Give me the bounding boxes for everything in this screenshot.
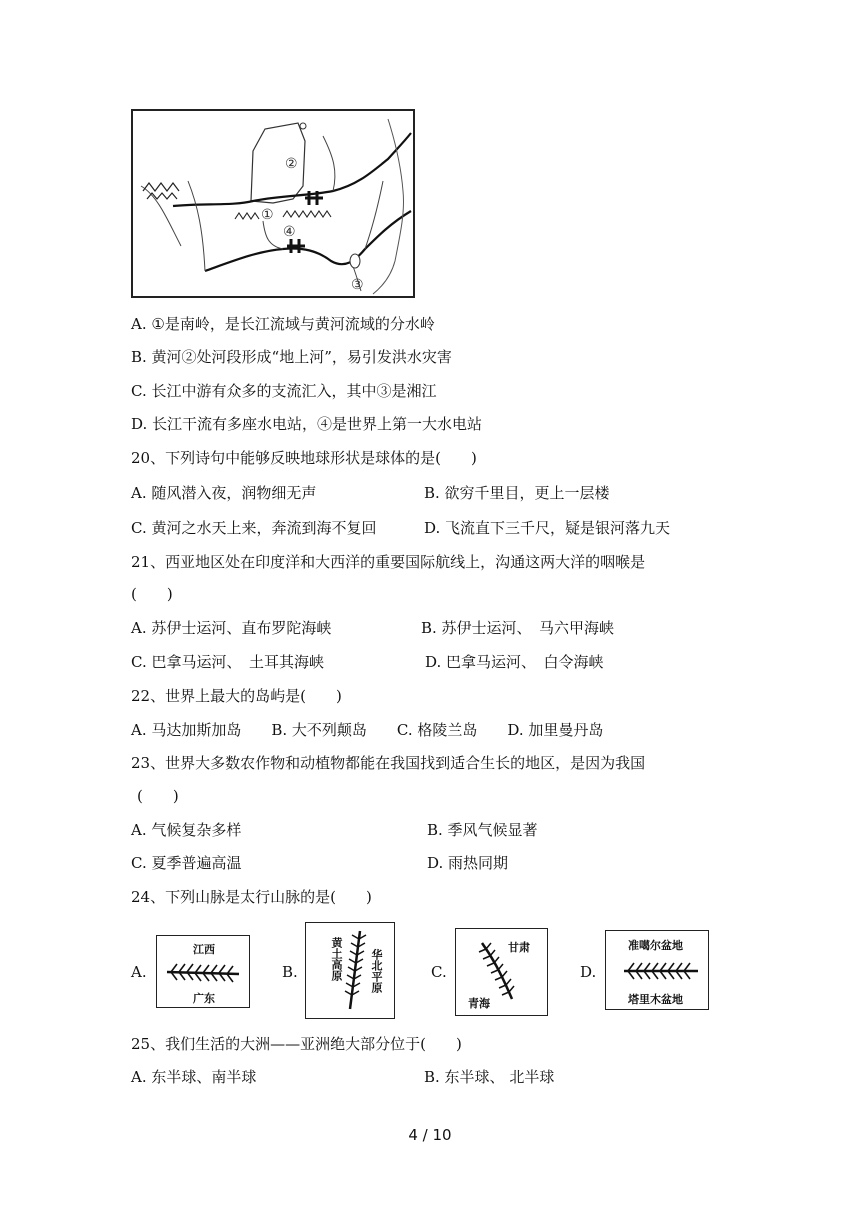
q25-option-b: B. 东半球、 北半球 (424, 1068, 555, 1086)
q22-stem: 22、世界上最大的岛屿是( ) (131, 687, 342, 705)
q21-stem: 21、西亚地区处在印度洋和大西洋的重要国际航线上，沟通这两大洋的咽喉是 (131, 553, 646, 571)
q23-option-d: D. 雨热同期 (427, 854, 509, 872)
q24-option-c-image (455, 928, 548, 1016)
q23-option-b: B. 季风气候显著 (427, 821, 538, 839)
river-source-dot (300, 123, 306, 129)
q24-letter-b: B. (282, 963, 298, 981)
q24-stem: 24、下列山脉是太行山脉的是( ) (131, 888, 372, 906)
q24-a-top-label: 江西 (193, 943, 215, 956)
q24-b-right-label: 华北平原 (370, 949, 383, 993)
q23-option-c: C. 夏季普遍高温 (131, 854, 242, 872)
dam-marks (287, 191, 323, 253)
q23-stem: 23、世界大多数农作物和动植物都能在我国找到适合生长的地区，是因为我国 (131, 754, 646, 772)
q24-letter-d: D. (580, 963, 597, 981)
q21-option-d: D. 巴拿马运河、 白令海峡 (425, 653, 604, 671)
q24-option-d-image (605, 930, 709, 1010)
yangtze-river-line (205, 211, 411, 271)
q20-option-b: B. 欲穷千里目，更上一层楼 (424, 484, 610, 502)
q24-d-bottom-label: 塔里木盆地 (628, 993, 683, 1006)
river-map (131, 109, 415, 298)
q24-option-a-image (156, 935, 250, 1008)
q24-letter-c: C. (431, 963, 447, 981)
q21-option-c: C. 巴拿马运河、 土耳其海峡 (131, 653, 324, 671)
map-label-3: ③ (351, 277, 364, 293)
q25-option-a: A. 东半球、南半球 (131, 1068, 257, 1086)
tributary-line (263, 221, 283, 249)
q24-letter-a: A. (131, 963, 147, 981)
map-label-4: ④ (283, 224, 296, 240)
q19-option-a: A. ①是南岭，是长江流域与黄河流域的分水岭 (131, 315, 435, 333)
tributary-line (188, 181, 205, 271)
q24-c-bottom-label: 青海 (468, 997, 490, 1010)
q20-option-a: A. 随风潜入夜，润物细无声 (131, 484, 317, 502)
page-number: 4 / 10 (408, 1126, 452, 1144)
q24-option-b-image (305, 922, 395, 1019)
q19-option-c: C. 长江中游有众多的支流汇入，其中③是湘江 (131, 382, 437, 400)
q21-option-a: A. 苏伊士运河、直布罗陀海峡 (131, 619, 332, 637)
map-label-1: ① (261, 207, 274, 223)
river-map-drawing (133, 111, 413, 296)
q21-option-b: B. 苏伊士运河、 马六甲海峡 (421, 619, 615, 637)
map-label-2: ② (285, 156, 298, 172)
q25-stem: 25、我们生活的大洲——亚洲绝大部分位于( ) (131, 1035, 462, 1053)
q22-options: A. 马达加斯加岛 B. 大不列颠岛 C. 格陵兰岛 D. 加里曼丹岛 (131, 721, 604, 739)
tributary-line (323, 136, 335, 191)
q24-d-top-label: 准噶尔盆地 (628, 939, 683, 952)
qinling-mountains (235, 211, 331, 219)
q24-b-left-label: 黄土高原 (330, 937, 343, 981)
q20-stem: 20、下列诗句中能够反映地球形状是球体的是( ) (131, 449, 477, 467)
q19-option-d: D. 长江干流有多座水电站，④是世界上第一大水电站 (131, 415, 483, 433)
q19-option-b: B. 黄河②处河段形成“地上河”，易引发洪水灾害 (131, 348, 452, 366)
q23-option-a: A. 气候复杂多样 (131, 821, 242, 839)
lake-shape (350, 254, 360, 268)
q24-c-top-label: 甘肃 (508, 941, 530, 954)
q23-stem-paren: ( ) (137, 787, 179, 805)
q24-a-bottom-label: 广东 (193, 992, 215, 1005)
q21-stem-paren: ( ) (131, 585, 173, 603)
q20-option-d: D. 飞流直下三千尺，疑是银河落九天 (424, 519, 671, 537)
q20-option-c: C. 黄河之水天上来，奔流到海不复回 (131, 519, 377, 537)
